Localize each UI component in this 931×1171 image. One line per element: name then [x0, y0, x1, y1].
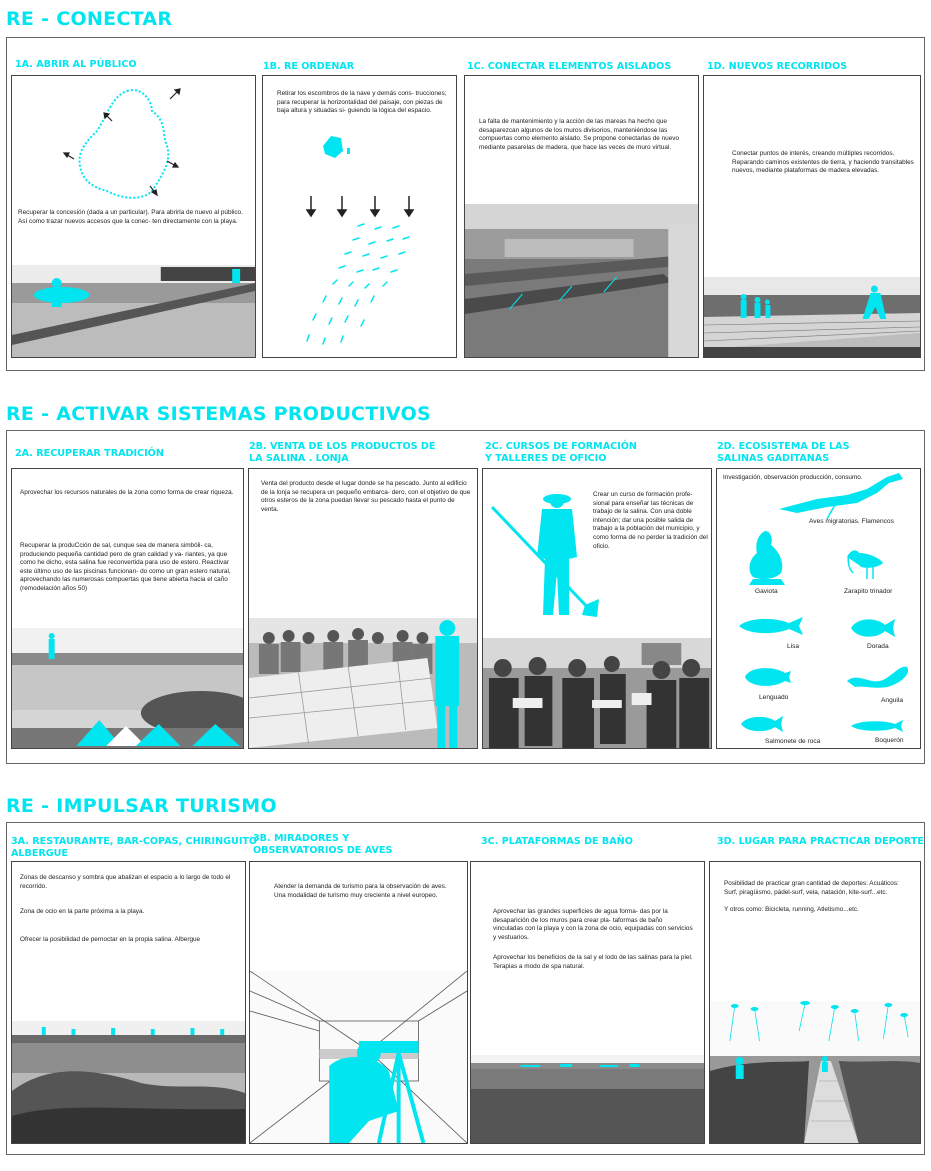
anchovy-icon	[849, 719, 905, 733]
panel-2b	[248, 468, 478, 749]
heading-1b: 1B. RE ORDENAR	[263, 61, 355, 72]
text-2c: Crear un curso de formación profe- sional para enseñar las técnicas de trabajo de la salina. Con una doble intención; dar una posible salida de trabajo a la población del municipio, y como forma de no perder la tradición del oficio.	[593, 491, 708, 550]
photo-bathing-platforms	[471, 1055, 704, 1143]
section-title-turismo: RE - IMPULSAR TURISMO	[6, 795, 277, 817]
text-2d: Investigación, observación producción, consumo.	[723, 474, 863, 481]
heading-2d-line2: SALINAS GADITANAS	[717, 453, 830, 464]
text-1c: La falta de mantenimiento y la acción de las mareas ha hecho que desaparezcan algunos de los muros divisorios, manteniéndose las compuertas como elemento aislado. Se propone conectarlas de nuevo mediante pasarelas de madera, que hace las veces de muro virtual.	[479, 118, 680, 151]
panel-2a	[11, 468, 244, 749]
text-3a-albergue: Ofrecer la posibilidad de pernoctar en la propia salina. Albergue	[20, 936, 201, 943]
heading-1c: 1C. CONECTAR ELEMENTOS AISLADOS	[467, 61, 672, 72]
flamingo-icon	[777, 471, 907, 521]
species-label-lenguado: Lenguado	[759, 694, 789, 701]
panel-3b	[249, 861, 468, 1144]
heading-3b: 3B. MIRADORES Y	[253, 833, 350, 844]
heading-2d: 2D. ECOSISTEMA DE LAS	[717, 441, 850, 452]
heading-2b: 2B. VENTA DE LOS PRODUCTOS DE	[249, 441, 436, 452]
heading-3b-line2: OBSERVATORIOS DE AVES	[253, 845, 393, 856]
red-mullet-icon	[739, 713, 785, 735]
mullet-icon	[737, 615, 805, 637]
species-label-salmonete: Salmonete de roca	[765, 738, 821, 745]
text-3a-ocio: Zona de ocio en la parte próxima a la playa.	[20, 908, 145, 915]
photo-fish-market	[249, 618, 477, 748]
text-3b: Atender la demanda de turismo para la observación de aves. Una modalidad de turismo muy creciente a nivel europeo.	[274, 883, 447, 899]
panel-1a	[11, 75, 256, 358]
panel-3a	[11, 861, 246, 1144]
photo-salt-pans	[12, 628, 243, 748]
seabream-icon	[849, 617, 897, 639]
species-label-zarapito: Zarapito trinador	[844, 588, 893, 595]
text-3c-spa: Aprovechar los beneficios de la sal y el lodo de las salinas para la piel. Terapias a modo de spa natural.	[493, 954, 693, 970]
species-label-flamencos: Aves migratorias. Flamencos	[809, 518, 894, 525]
salt-worker-figure	[487, 487, 599, 617]
panel-1d	[703, 75, 921, 358]
photo-classroom	[483, 638, 711, 748]
photo-sports-boardwalk	[710, 1001, 920, 1143]
species-label-dorada: Dorada	[867, 643, 889, 650]
curlew-icon	[845, 545, 887, 581]
text-1a: Recuperar la concesión (dada a un particular). Para abrirla de nuevo al público. Así como trazar nuevos accesos que la conec- ten directamente con la playa.	[18, 209, 243, 225]
heading-2b-line2: LA SALINA . LONJA	[249, 453, 349, 464]
species-label-lisa: Lisa	[787, 643, 800, 650]
reorder-diagram	[263, 136, 457, 358]
photo-bird-observatory	[250, 971, 467, 1143]
panel-3d	[709, 861, 921, 1144]
text-1d: Conectar puntos de interés, creando múltiples recorridos. Reparando caminos existentes de tierra, y haciendo transitables nuevos, mediante plataformas de madera elevadas.	[732, 150, 914, 175]
sole-icon	[743, 665, 793, 689]
photo-aerial-salinas	[465, 204, 698, 357]
panel-1b	[262, 75, 457, 358]
text-3a: Zonas de descanso y sombra que abalizan el espacio a lo largo de todo el recorrido.	[20, 874, 231, 890]
section-title-reconectar: RE - CONECTAR	[6, 8, 173, 30]
photo-bay-shore	[12, 1021, 245, 1143]
species-label-gaviota: Gaviota	[755, 588, 778, 595]
panel-2c	[482, 468, 712, 749]
heading-2a: 2A. RECUPERAR TRADICIÓN	[15, 448, 164, 459]
text-3c: Aprovechar las grandes superficies de agua forma- das por la desaparición de los muros para crear pla- taformas de baño vinculadas con la playa y con la zona de ocio, equipadas con servicios y vestuarios.	[493, 908, 693, 941]
species-label-boqueron: Boquerón	[875, 737, 904, 744]
text-3d: Posibilidad de practicar gran cantidad de deportes: Acuáticos: Surf, piragüismo, pádel-surf, vela, natación, kite-surf...etc.	[724, 880, 899, 896]
seagull-icon	[745, 529, 787, 587]
text-3d-otros: Y otros como: Bicicleta, running, Atletismo...etc.	[724, 906, 859, 913]
panel-3c	[470, 861, 705, 1144]
heading-3a-line2: ALBERGUE	[11, 848, 69, 859]
heading-3c: 3C. PLATAFORMAS DE BAÑO	[481, 836, 633, 847]
photo-wooden-platform	[704, 277, 920, 357]
heading-3d: 3D. LUGAR PARA PRACTICAR DEPORTE	[717, 836, 924, 847]
heading-3a: 3A. RESTAURANTE, BAR-COPAS, CHIRINGUITO	[11, 836, 258, 847]
heading-1a: 1A. ABRIR AL PÚBLICO	[15, 59, 137, 70]
access-diagram	[52, 81, 202, 206]
panel-1c	[464, 75, 699, 358]
section-title-reactivar: RE - ACTIVAR SISTEMAS PRODUCTIVOS	[6, 403, 432, 425]
text-2a-detail: Recuperar la produCción de sal, cunque sea de manera simbóli- ca, produciendo pequeña cantidad pero de gran calidad y va- riantes, ya que como he dicho, esta salina fue reconvertida para uso de estero. Reactivar este último uso de las piscinas funcionan- do como un gran estero natural, aprovechando las numerosas compuertas que tiene abierta hacia el caño (remodelación años 50)	[20, 542, 231, 592]
text-1b: Retirar los escombros de la nave y demás cons- trucciones; para recuperar la horizontalidad del paisaje, con piezas de baja altura y situadas si- guiendo la lógica del espacio.	[277, 90, 447, 115]
panel-2d	[716, 468, 921, 749]
heading-1d: 1D. NUEVOS RECORRIDOS	[707, 61, 848, 72]
photo-beach-boardwalk	[12, 265, 255, 357]
text-2b: Venta del producto desde el lugar donde se ha pescado. Junto al edificio de la lonja se recupera un pequeño embarca- dero, con el objetivo de que otros esteros de la zona puedan llevar su pescado hasta el punto de venta.	[261, 480, 471, 513]
heading-2c-line2: Y TALLERES DE OFICIO	[485, 453, 607, 464]
text-2a: Aprovechar los recursos naturales de la zona como forma de crear riqueza.	[20, 489, 234, 496]
heading-2c: 2C. CURSOS DE FORMACIÓN	[485, 441, 637, 452]
eel-icon	[845, 661, 911, 691]
species-label-anguila: Anguila	[881, 697, 903, 704]
